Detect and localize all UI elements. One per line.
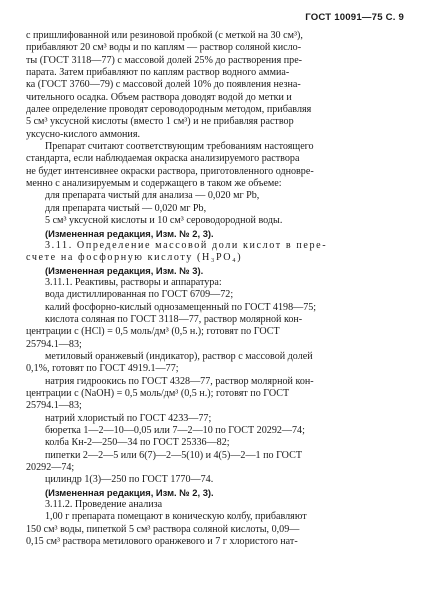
text-line: (Измененная редакция, Изм. № 2, 3).: [45, 227, 214, 239]
text-line: уксусно-кислого аммония.: [26, 128, 140, 140]
text-line: (Измененная редакция, Изм. № 2, 3).: [45, 486, 214, 498]
text-line: парата. Затем прибавляют по каплям раствор водного аммиа-: [26, 67, 290, 79]
text-line: натрий хлористый по ГОСТ 4233—77;: [45, 412, 212, 424]
text-line: бюретка 1—2—10—0,05 или 7—2—10 по ГОСТ 20292—74;: [45, 425, 305, 436]
text-line: центрации с (NaOH) = 0,5 моль/дм³ (0,5 н.); готовят по ГОСТ: [26, 387, 290, 399]
text-line: 3.11. Определение массовой доли кислот в пере-: [45, 239, 328, 251]
text-line: чительного осадка. Объем раствора доводят водой до метки и: [26, 91, 292, 103]
text-line: прибавляют 20 см³ воды и по каплям — раствор соляной кисло-: [26, 42, 302, 54]
text-line: ты (ГОСТ 3118—77) с массовой долей 25% до растворения пре-: [26, 54, 303, 66]
text-line: 5 см³ уксусной кислоты (вместо 1 см³) и не прибавляя раствор: [26, 116, 294, 128]
text-line: 0,15 см³ раствора метилового оранжевого и 7 г хлористого нат-: [26, 536, 298, 548]
text-line: калий фосфорно-кислый однозамещенный по ГОСТ 4198—75;: [45, 301, 317, 313]
text-line: пипетки 2—2—5 или 6(7)—2—5(10) и 4(5)—2—1 по ГОСТ: [45, 449, 302, 461]
text-line: для препарата чистый для анализа — 0,020 мг Pb,: [45, 190, 260, 202]
text-line: 3.11.2. Проведение анализа: [45, 499, 163, 511]
text-line: 5 см³ уксусной кислоты и 10 см³ сероводородной воды.: [45, 215, 283, 227]
document-body: [26, 30, 400, 548]
text-line: 25794.1—83;: [26, 338, 82, 350]
text-line: Препарат считают соответствующим требованиям настоящего: [45, 141, 314, 153]
text-line: вода дистиллированная по ГОСТ 6709—72;: [45, 289, 234, 301]
running-head: ГОСТ 10091—75 С. 9: [305, 12, 404, 23]
text-line: далее определение проводят сероводородным методом, прибавляя: [26, 104, 312, 116]
text-line: натрия гидроокись по ГОСТ 4328—77, раствор молярной кон-: [45, 375, 314, 387]
text-line: кислота соляная по ГОСТ 3118—77, раствор молярной кон-: [45, 313, 303, 325]
text-line: центрации с (HCl) = 0,5 моль/дм³ (0,5 н.); готовят по ГОСТ: [26, 326, 280, 338]
text-line: (Измененная редакция, Изм. № 3).: [45, 264, 204, 276]
text-line: с пришлифованной или резиновой пробкой (с меткой на 30 см³),: [26, 30, 303, 41]
text-line: цилиндр 1(3)—250 по ГОСТ 1770—74.: [45, 474, 214, 486]
text-line: не будет интенсивнее окраски раствора, приготовленного одновре-: [26, 165, 314, 177]
text-line: менно с анализируемым и содержащего в таком же объеме:: [26, 178, 282, 190]
text-line: метиловый оранжевый (индикатор), раствор с массовой долей: [45, 350, 313, 362]
text-line: ка (ГОСТ 3760—79) с массовой долей 10% до появления незна-: [26, 79, 301, 91]
text-line: для препарата чистый — 0,020 мг Pb,: [45, 202, 207, 214]
text-line: 1,00 г препарата помещают в коническую колбу, прибавляют: [45, 511, 307, 523]
text-line: 3.11.1. Реактивы, растворы и аппаратура:: [45, 276, 222, 288]
text-line: 20292—74;: [26, 462, 75, 474]
text-line: 0,1%, готовят по ГОСТ 4919.1—77;: [26, 363, 179, 375]
text-line: колба Кн-2—250—34 по ГОСТ 25336—82;: [45, 437, 230, 449]
text-line: стандарта, если наблюдаемая окраска анализируемого раствора: [26, 153, 300, 165]
text-line: 25794.1—83;: [26, 400, 82, 412]
text-line: 150 см³ воды, пипеткой 5 см³ раствора соляной кислоты, 0,09—: [26, 523, 300, 535]
text-line: счете на фосфорную кислоту (H₃PO₄): [26, 252, 243, 264]
